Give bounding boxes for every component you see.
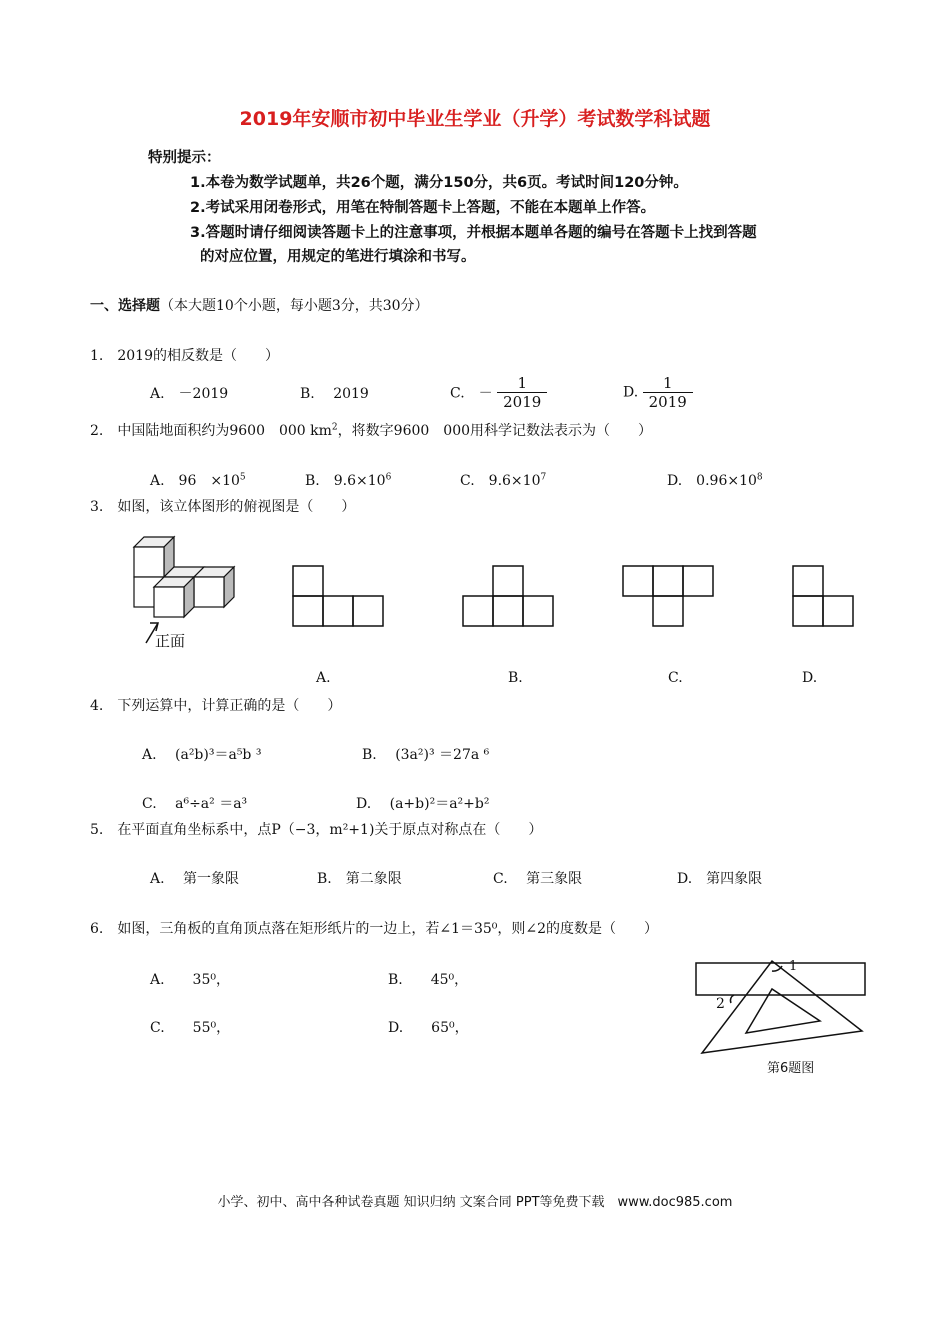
q6-option-d: D. 65⁰， [388, 1020, 469, 1036]
q5-option-b: B. 第二象限 [317, 871, 402, 887]
q2-option-b-text: B. 9.6×10 [305, 473, 386, 489]
q2-option-a-text: A. 96 ×10 [150, 473, 240, 489]
q2-stem-text-a: 2. 中国陆地面积约为9600 000 km [90, 423, 332, 439]
q6-option-b: B. 45⁰， [388, 972, 469, 988]
angle-1-label: 1 [789, 959, 798, 974]
q5-stem: 5. 在平面直角坐标系中，点P（−3，m²+1)关于原点对称点在（ ） [90, 822, 543, 838]
q3-label-a: A. [316, 670, 331, 686]
q1-option-d-prefix: D. [623, 384, 639, 401]
triangle-ruler-outer [702, 961, 862, 1053]
notice-heading: 特别提示： [148, 150, 221, 166]
q1-option-b: B. 2019 [300, 386, 369, 402]
q5-option-c: C. 第三象限 [493, 871, 583, 887]
front-label: 正面 [155, 632, 186, 650]
notice-item-3: 3.答题时请仔细阅读答题卡上的注意事项，并根据本题单各题的编号在答题卡上找到答题 [190, 225, 757, 241]
page-title: 2019年安顺市初中毕业生学业（升学）考试数学科试题 [239, 108, 711, 130]
fraction-numerator: 1 [662, 374, 673, 392]
q1-option-c-prefix: C. － [450, 385, 493, 402]
q2-option-d-text: D. 0.96×10 [667, 473, 757, 489]
q4-option-d: D. (a+b)²＝a²+b² [356, 796, 490, 812]
q3-view-a [292, 565, 384, 627]
q2-option-a-exp: 5 [239, 472, 246, 483]
q1-option-d-fraction [643, 374, 693, 411]
q2-option-c [460, 470, 546, 490]
q1-option-a: A. －2019 [150, 386, 229, 402]
q3-stem: 3. 如图，该立体图形的俯视图是（ ） [90, 499, 356, 515]
notice-item-1: 1.本卷为数学试题单，共26个题，满分150分，共6页。考试时间120分钟。 [190, 175, 688, 191]
page-footer: 小学、初中、高中各种试卷真题 知识归纳 文案合同 PPT等免费下载 www.doc985.com [217, 1195, 733, 1210]
q3-label-d: D. [802, 670, 818, 686]
q6-option-a: A. 35⁰， [150, 972, 230, 988]
notice-item-2: 2.考试采用闭卷形式，用笔在特制答题卡上答题，不能在本题单上作答。 [190, 200, 656, 216]
notice-item-3-cont: 的对应位置，用规定的笔进行填涂和书写。 [200, 249, 476, 265]
q5-option-a: A. 第一象限 [150, 871, 240, 887]
q2-option-d-exp: 8 [756, 472, 763, 483]
q2-stem-text-b: ，将数字9600 000用科学记数法表示为（ ） [337, 423, 653, 439]
fraction-denominator: 2019 [497, 392, 547, 411]
q4-option-a: A. (a²b)³＝a⁵b ³ [142, 747, 262, 763]
q5-option-d: D. 第四象限 [677, 871, 763, 887]
q6-option-c: C. 55⁰， [150, 1020, 231, 1036]
q2-option-b [305, 470, 391, 490]
section-note: （本大题10个小题，每小题3分，共30分） [160, 298, 429, 314]
q3-label-b: B. [508, 670, 523, 686]
fraction-numerator: 1 [517, 374, 527, 392]
q3-view-d [792, 565, 854, 627]
q1-option-d [623, 374, 693, 411]
angle-2-label: 2 [716, 996, 725, 1012]
q2-stem-sup: 2 [331, 422, 338, 433]
q3-label-c: C. [668, 670, 683, 686]
q1-option-c [450, 374, 547, 411]
q6-figure-caption: 第6题图 [767, 1061, 815, 1076]
q2-option-d [667, 470, 763, 490]
q4-option-b: B. (3a²)³ ＝27a ⁶ [362, 747, 490, 763]
q2-option-c-text: C. 9.6×10 [460, 473, 541, 489]
q1-stem: 1. 2019的相反数是（ ） [90, 348, 279, 364]
angle-2-arc [730, 995, 734, 1003]
section-heading [90, 295, 429, 315]
q2-stem [90, 420, 652, 440]
section-label: 一、选择题 [90, 298, 160, 314]
q2-option-a [150, 470, 246, 490]
q6-stem: 6. 如图，三角板的直角顶点落在矩形纸片的一边上，若∠1＝35⁰，则∠2的度数是（ ） [90, 921, 659, 937]
q1-option-c-fraction [497, 374, 547, 411]
q4-stem: 4. 下列运算中，计算正确的是（ ） [90, 698, 342, 714]
fraction-denominator: 2019 [643, 392, 693, 411]
q3-view-b [462, 565, 554, 627]
q2-option-b-exp: 6 [385, 472, 392, 483]
q2-option-c-exp: 7 [540, 472, 547, 483]
q3-view-c [622, 565, 714, 627]
q4-option-c: C. a⁶÷a² ＝a³ [142, 796, 248, 812]
